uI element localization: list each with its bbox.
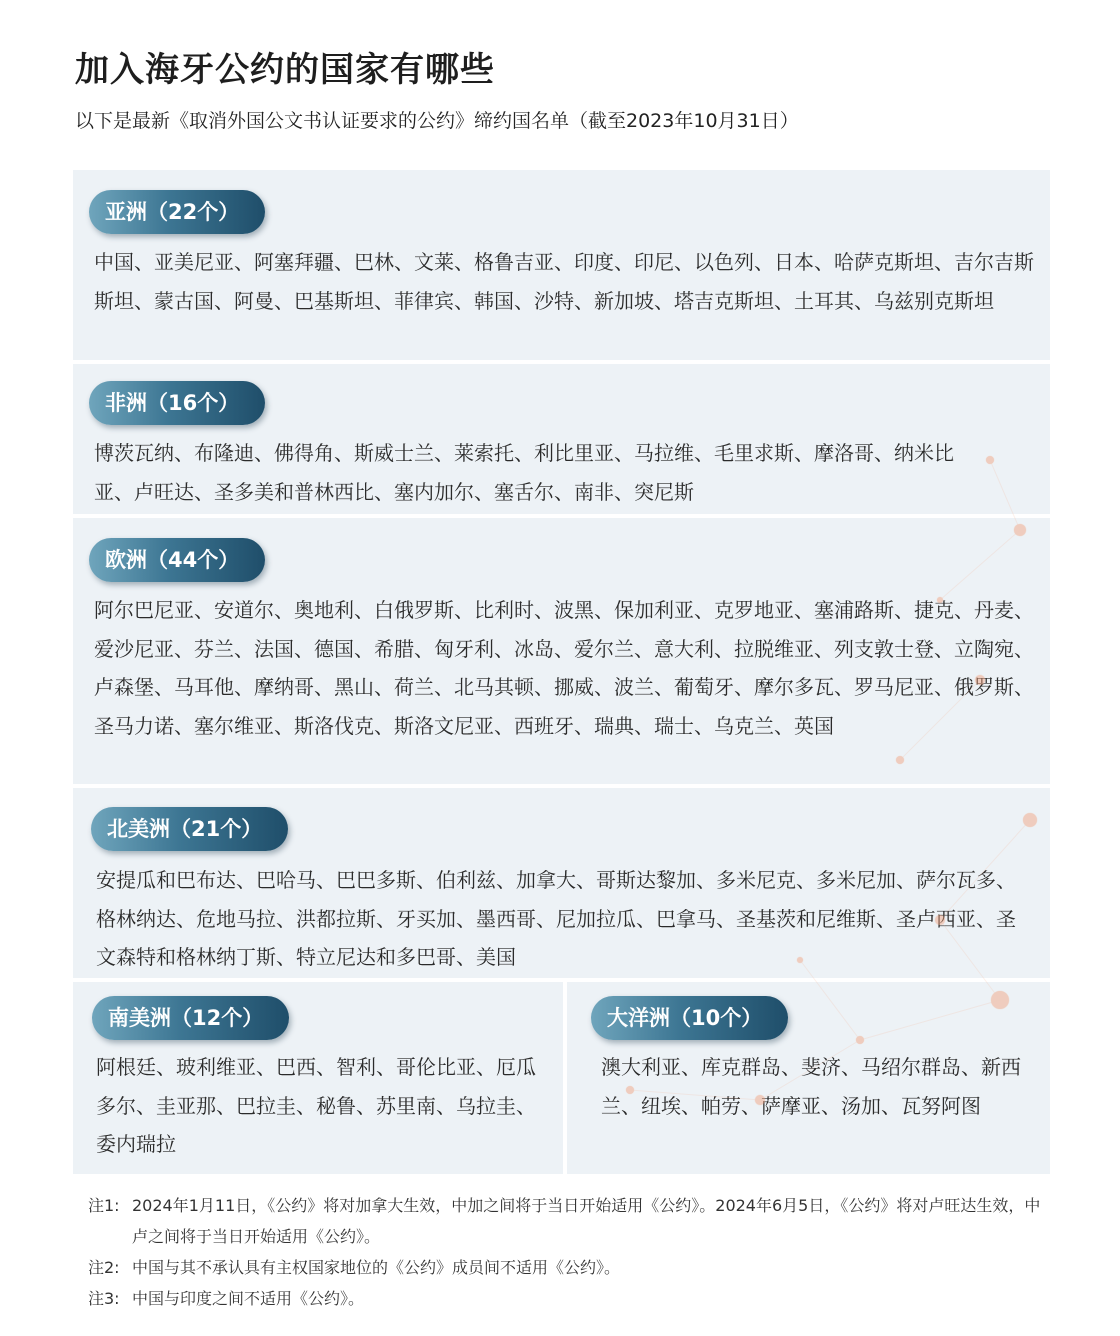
country-list-north-america: 安提瓜和巴布达、巴哈马、巴巴多斯、伯利兹、加拿大、哥斯达黎加、多米尼克、多米尼加、萨尔瓦多、格林纳达、危地马拉、洪都拉斯、牙买加、墨西哥、尼加拉瓜、巴拿马、圣基茨和尼维斯、圣卢西亚、圣文森特和格林纳丁斯、特立尼达和多巴哥、美国 — [96, 868, 1016, 969]
footnote-text: 中国与印度之间不适用《公约》。 — [132, 1289, 365, 1308]
footnote-label: 注3: — [88, 1289, 120, 1308]
country-list-africa: 博茨瓦纳、布隆迪、佛得角、斯威士兰、莱索托、利比里亚、马拉维、毛里求斯、摩洛哥、纳米比亚、卢旺达、圣多美和普林西比、塞内加尔、塞舌尔、南非、突尼斯 — [94, 441, 954, 504]
region-badge-north-america: 北美洲（21个） — [91, 807, 288, 851]
footnote-text: 2024年1月11日，《公约》将对加拿大生效，中加之间将于当日开始适用《公约》。2024年6月5日，《公约》将对卢旺达生效，中卢之间将于当日开始适用《公约》。 — [132, 1196, 1041, 1246]
region-badge-asia: 亚洲（22个） — [89, 190, 265, 234]
region-badge-south-america: 南美洲（12个） — [92, 996, 289, 1040]
footnote-text: 中国与其不承认具有主权国家地位的《公约》成员间不适用《公约》。 — [132, 1258, 621, 1277]
footnotes — [88, 1190, 1048, 1314]
page-subtitle: 以下是最新《取消外国公文书认证要求的公约》缔约国名单（截至2023年10月31日） — [75, 110, 799, 132]
region-badge-oceania: 大洋洲（10个） — [591, 996, 788, 1040]
footnote-3 — [88, 1283, 1048, 1314]
country-list-oceania: 澳大利亚、库克群岛、斐济、马绍尔群岛、新西兰、纽埃、帕劳、萨摩亚、汤加、瓦努阿图 — [601, 1055, 1021, 1118]
footnote-2 — [88, 1252, 1048, 1283]
country-list-europe: 阿尔巴尼亚、安道尔、奥地利、白俄罗斯、比利时、波黑、保加利亚、克罗地亚、塞浦路斯、捷克、丹麦、爱沙尼亚、芬兰、法国、德国、希腊、匈牙利、冰岛、爱尔兰、意大利、拉脱维亚、列支敦士登、立陶宛、卢森堡、马耳他、摩纳哥、黑山、荷兰、北马其顿、挪威、波兰、葡萄牙、摩尔多瓦、罗马尼亚、俄罗斯、圣马力诺、塞尔维亚、斯洛伐克、斯洛文尼亚、西班牙、瑞典、瑞士、乌克兰、英国 — [94, 598, 1034, 738]
region-badge-europe: 欧洲（44个） — [89, 538, 265, 582]
region-badge-africa: 非洲（16个） — [89, 381, 265, 425]
footnote-1 — [88, 1190, 1048, 1252]
footnote-label: 注2: — [88, 1258, 120, 1277]
country-list-south-america: 阿根廷、玻利维亚、巴西、智利、哥伦比亚、厄瓜多尔、圭亚那、巴拉圭、秘鲁、苏里南、乌拉圭、委内瑞拉 — [96, 1055, 536, 1156]
country-list-asia: 中国、亚美尼亚、阿塞拜疆、巴林、文莱、格鲁吉亚、印度、印尼、以色列、日本、哈萨克斯坦、吉尔吉斯斯坦、蒙古国、阿曼、巴基斯坦、菲律宾、韩国、沙特、新加坡、塔吉克斯坦、土耳其、乌兹别克斯坦 — [94, 250, 1034, 313]
footnote-label: 注1: — [88, 1196, 120, 1215]
page-title: 加入海牙公约的国家有哪些 — [75, 50, 495, 90]
